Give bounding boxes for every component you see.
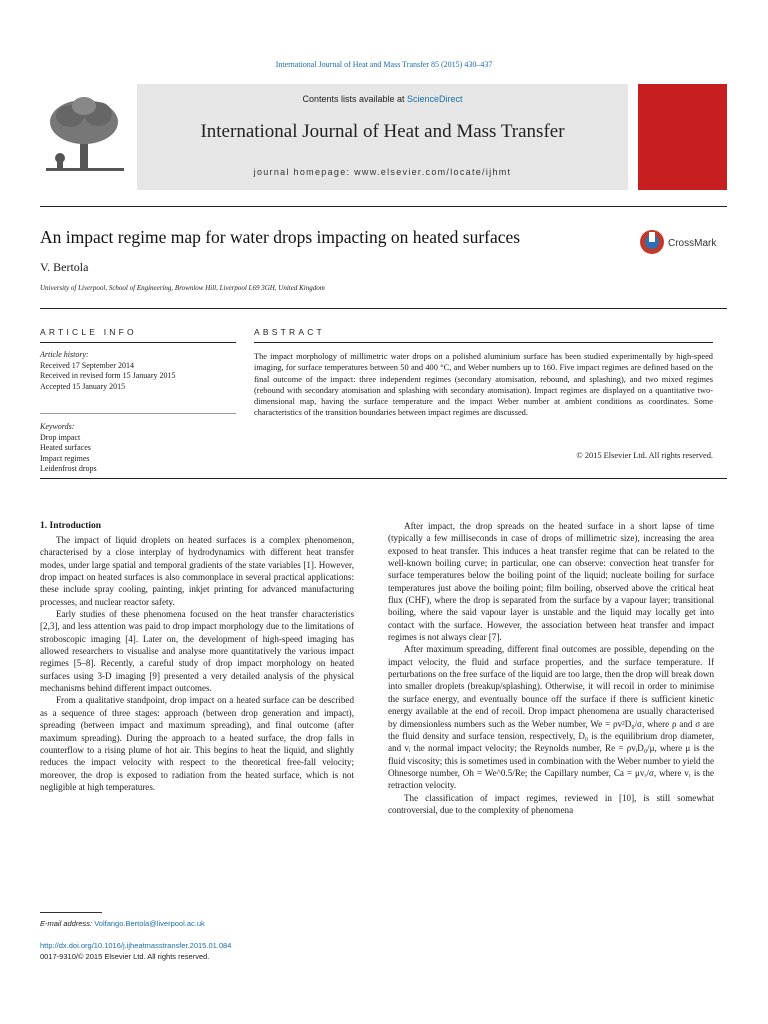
accepted-date: Accepted 15 January 2015 (40, 381, 126, 391)
abstract-text: The impact morphology of millimetric water drops on a polished aluminium surface has been studied experimentally by high-speed imaging, for surface temperatures between 50 and 400 °C, and Weber numbers up to 160. Five impact regimes are defined based on the final outcome of the impact: three independent regimes (secondary atomisation, rebound, and splashing), and two mixed regimes (rebound with secondary atomisation and splashing with secondary atomisation). Impact regimes are displayed on a quantitative two-dimensional map, having the surface temperature and the impact Weber number at ambient conditions as coordinates. Some characteristics of the transition boundaries between impact regimes are discussed. (254, 352, 713, 418)
contents-line (137, 94, 628, 104)
keywords-rule (40, 413, 236, 414)
keywords-block (40, 422, 236, 475)
keyword[interactable]: Heated surfaces (40, 443, 91, 452)
paragraph: From a qualitative standpoint, drop impact on a heated surface can be described as a sequence of three stages: approach (between drop generation and impact), spreading (between impact and maximum spreading), and final outcome (after maximum spreading). During the approach to a heated surface, the drop falls in counterflow to a rising plume of hot air. This begins to heat the liquid, and slightly reduces the impact velocity with respect to the theoretical free-fall velocity; moreover, the drop is exposed to radiation from the heated surface, which is not negligible at high temperatures. (40, 695, 354, 792)
email-label: E-mail address: (40, 919, 95, 928)
article-info-heading: ARTICLE INFO (40, 327, 137, 337)
journal-citation[interactable]: International Journal of Heat and Mass Transfer 85 (2015) 430–437 (275, 60, 493, 69)
issn-copyright: 0017-9310/© 2015 Elsevier Ltd. All rights reserved. (40, 952, 210, 961)
elsevier-tree-logo (40, 84, 130, 184)
paragraph: The impact of liquid droplets on heated surfaces is a complex phenomenon, characterised by a close interplay of hydrodynamics with different heat transfer modes, under large spatial and temporal gradients of the state variables [1]. However, drop impact on heated surfaces is also commonplace in several practical applications: these include spray cooling, painting, inkjet printing for advanced manufacturing processes, and nuclear reactor safety. (40, 535, 354, 607)
history-label: Article history: (40, 350, 89, 359)
footnote-rule (40, 912, 102, 913)
paragraph: After impact, the drop spreads on the heated surface in a short lapse of time (typically a few milliseconds in case of drops of millimetric size), increasing the area exposed to heat transfer. This induces a heat transfer regime that can be related to the well-known boiling curve; in particular, one can observe: convection heat transfer for surface temperatures below the boiling point of the liquid; nucleate boiling for surface temperatures just above the boiling point; film boiling, observed above the critical heat flux (CHF), where the drop is separated from the surface by a vapour layer; transitional boiling, where the said vapour layer is unstable and the liquid may locally get into contact with the surface. However, the association between heat transfer and impact regimes is not always clear [7]. (388, 521, 714, 643)
homepage-prefix: journal homepage: (253, 167, 355, 177)
abstract-rule (254, 342, 713, 343)
info-rule (40, 342, 236, 343)
email-link[interactable]: Volfango.Bertola@liverpool.ac.uk (94, 919, 205, 928)
crossmark-label: CrossMark (668, 238, 717, 249)
section-heading: 1. Introduction (40, 521, 102, 531)
paragraph: After maximum spreading, different final outcomes are possible, depending on the impact velocity, the fluid and surface properties, and the surface temperature. If perturbations on the free surface of the liquid are too large, then the drop will break down into smaller droplets (breakup/splashing). Otherwise, it will recoil in order to minimise the surface energy, and eventually bounce off the surface if there is sufficient kinetic energy available at the end of recoil. Drop impact phenomena are usually characterised by dimensionless numbers such as the Weber number, We = ρv²D₀/σ, where ρ and σ are the fluid density and surface tension, respectively, D₀ is the equilibrium drop diameter, and vᵢ the normal impact velocity; the Reynolds number, Re = ρvᵢD₀/μ, where μ is the fluid viscosity; this is sometimes used in combination with the Weber number to yield the Ohnesorge number, Oh = We^0.5/Re; the Capillary number, Ca = μvᵣ/σ, where vᵣ is the retraction velocity. (388, 644, 714, 791)
journal-title: International Journal of Heat and Mass Transfer (200, 121, 565, 142)
paragraph: Early studies of these phenomena focused on the heat transfer characteristics [2,3], and less attention was paid to drop impact morphology due to the limitations of stroboscopic imaging [4]. Later on, the development of high-speed imaging has allowed researchers to visualise and analyse more quantitatively the various impact regimes [5–8]. Recently, a careful study of drop impact morphology on heated surfaces using 3-D imaging [9] presented a very detailed analysis of the physical mechanisms behind different impact outcomes. (40, 609, 354, 694)
journal-homepage (137, 167, 628, 177)
title-rule (40, 308, 727, 309)
received-date: Received 17 September 2014 (40, 360, 134, 370)
sciencedirect-link[interactable]: ScienceDirect (407, 94, 463, 104)
doi-block (40, 940, 231, 962)
author-affiliation: University of Liverpool, School of Engineering, Brownlow Hill, Liverpool L69 3GH, United Kingdom (40, 284, 325, 292)
journal-cover-image (638, 84, 727, 190)
contents-prefix: Contents lists available at (302, 94, 408, 104)
homepage-link[interactable]: www.elsevier.com/locate/ijhmt (354, 167, 512, 177)
keyword[interactable]: Leidenfrost drops (40, 464, 97, 473)
header-rule (40, 206, 727, 207)
keyword[interactable]: Impact regimes (40, 453, 90, 463)
body-column-left (40, 534, 354, 793)
body-column-right (388, 520, 714, 816)
abstract-bottom-rule (40, 478, 727, 479)
article-title: An impact regime map for water drops impacting on heated surfaces (40, 227, 521, 247)
paragraph: The classification of impact regimes, reviewed in [10], is still somewhat controversial, due to the complexity of phenomena (388, 792, 714, 815)
keyword[interactable]: Drop impact (40, 432, 81, 442)
revised-date: Received in revised form 15 January 2015 (40, 371, 176, 380)
doi-link[interactable]: http://dx.doi.org/10.1016/j.ijheatmasstransfer.2015.01.084 (40, 941, 232, 950)
author-email-footnote (40, 919, 205, 928)
author-name: V. Bertola (40, 260, 89, 274)
keywords-label: Keywords: (40, 422, 75, 431)
article-history (40, 350, 236, 392)
abstract-heading: ABSTRACT (254, 327, 325, 337)
crossmark-icon[interactable] (639, 229, 729, 255)
abstract-copyright: © 2015 Elsevier Ltd. All rights reserved. (576, 451, 713, 460)
